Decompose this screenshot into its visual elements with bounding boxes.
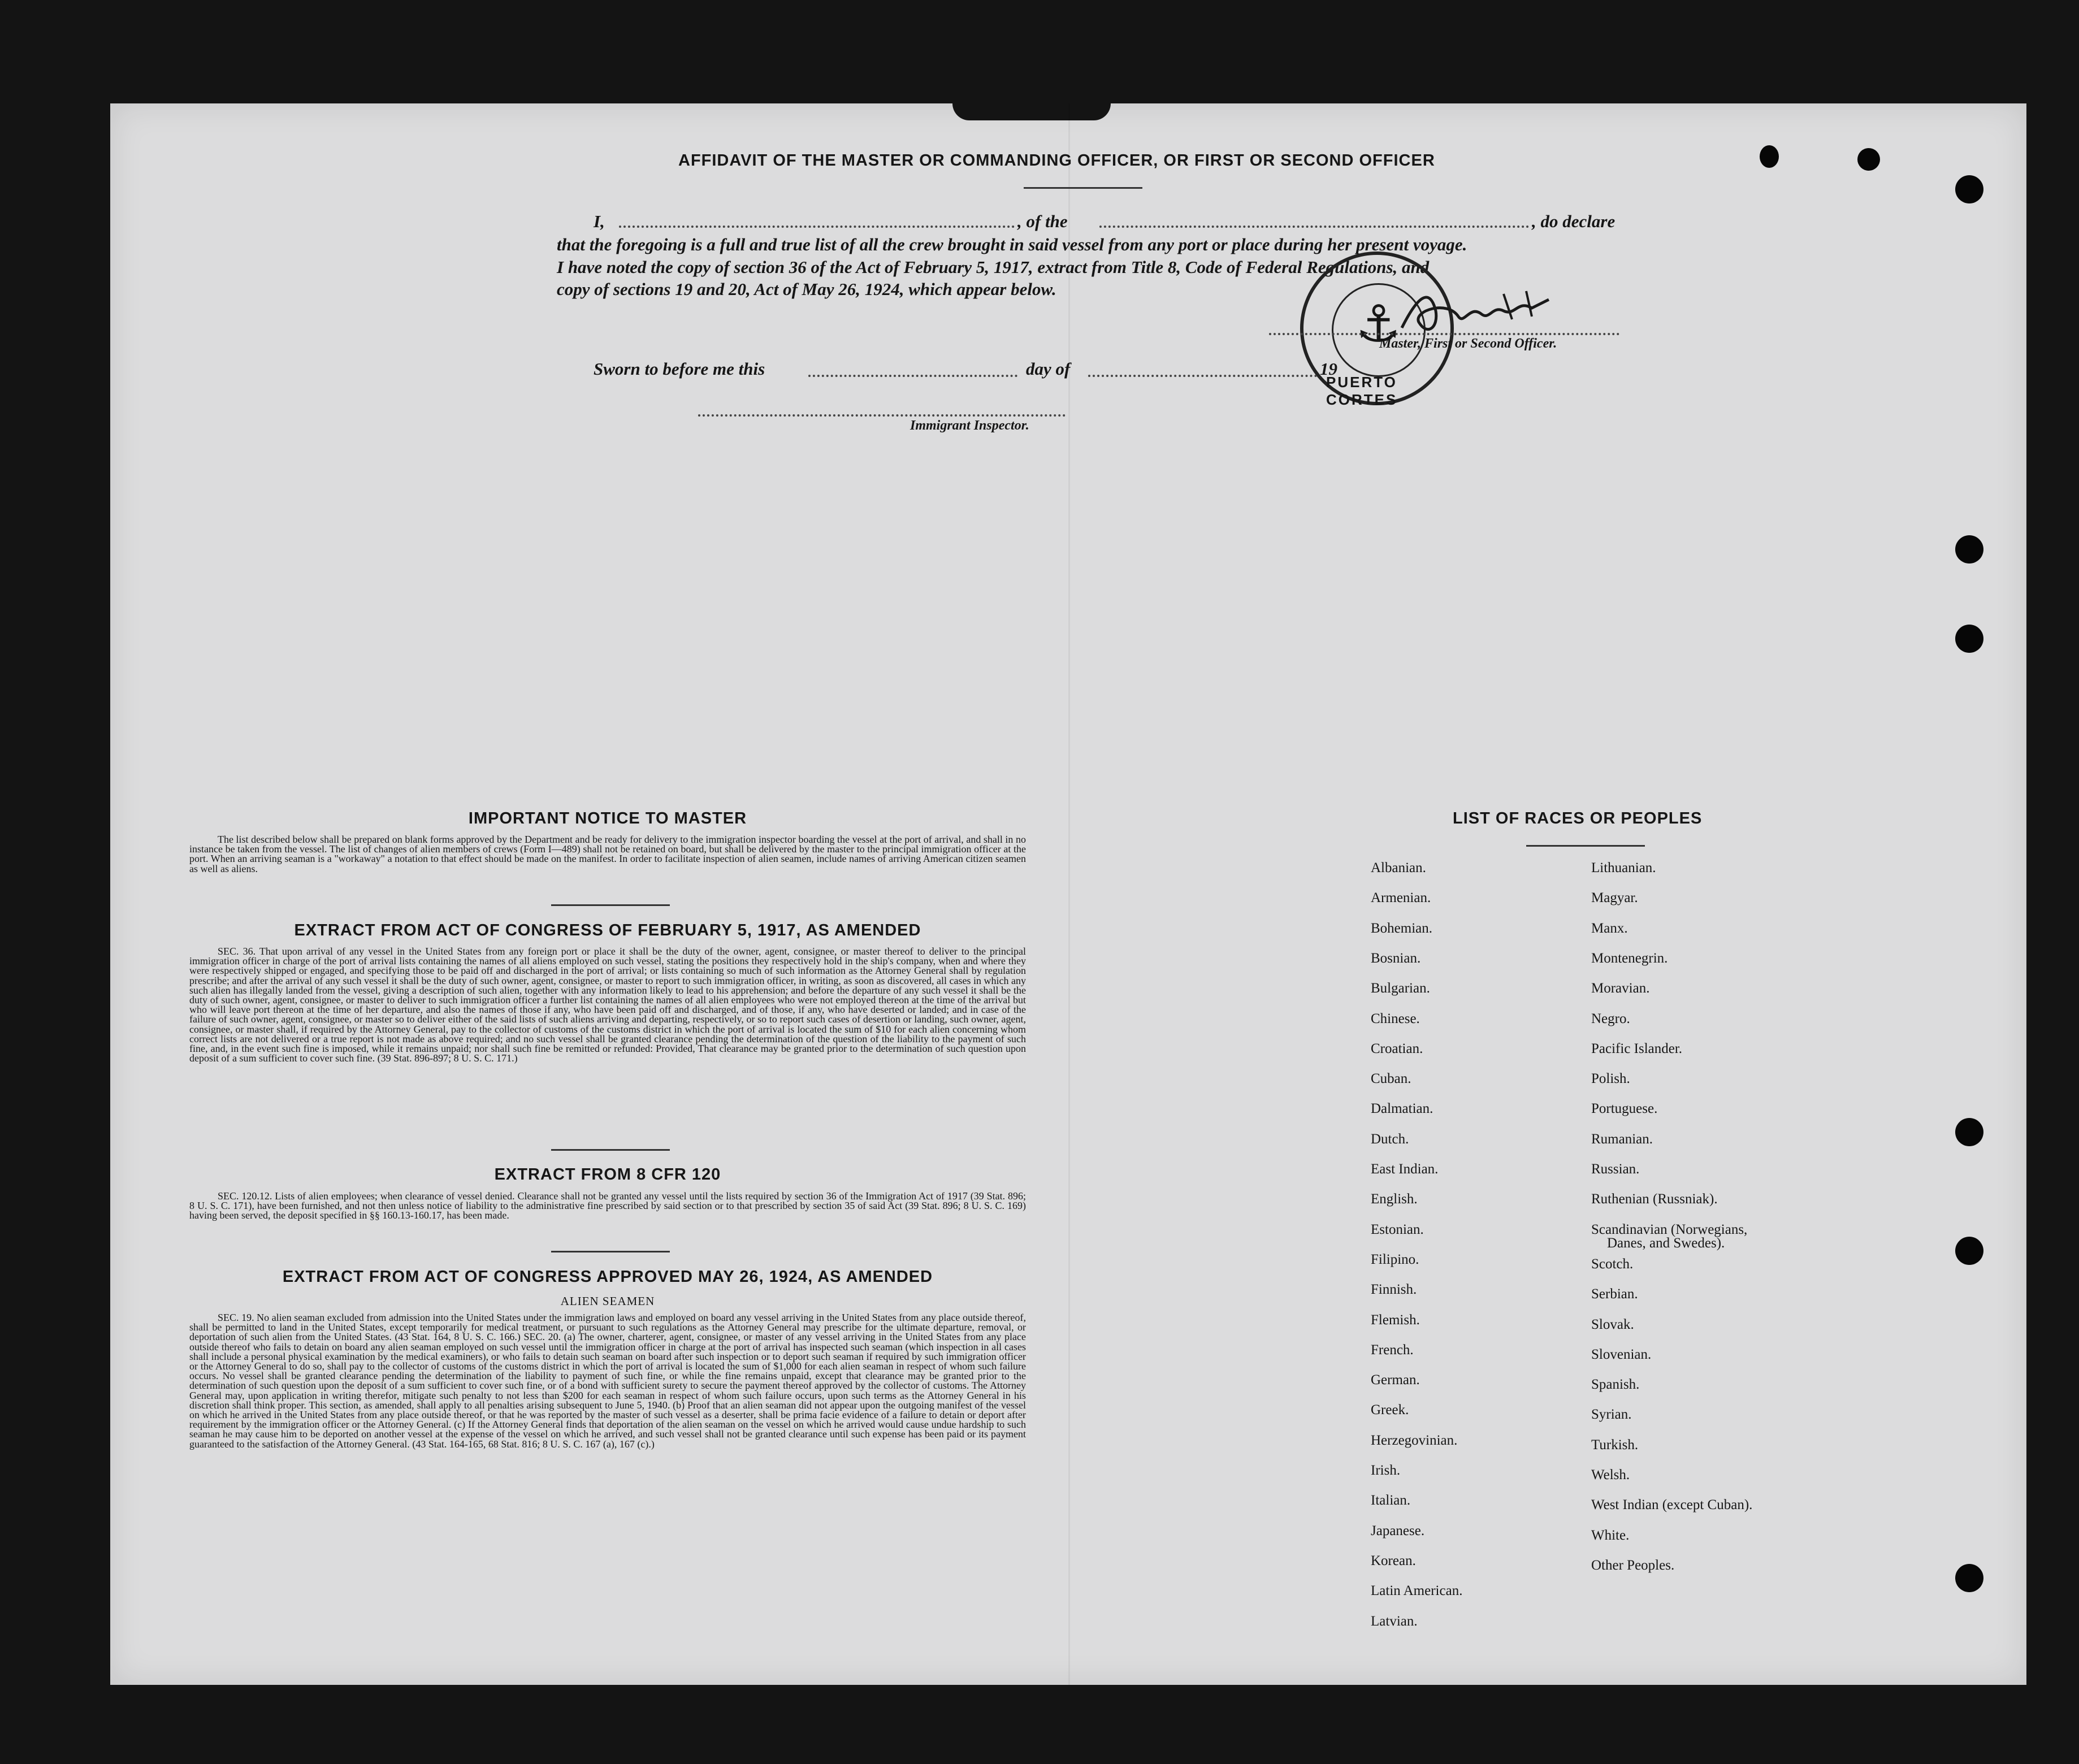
punch-hole bbox=[1760, 145, 1779, 168]
master-name-field[interactable] bbox=[619, 226, 1015, 228]
affidavit-line-3: I have noted the copy of section 36 of the Act of February 5, 1917, extract from Title 8, Code of Federal Regulations, and bbox=[557, 257, 1430, 277]
sworn-before-label: Sworn to before me this bbox=[594, 359, 765, 379]
affidavit-of-the: , of the bbox=[1017, 211, 1068, 231]
race-item: Chinese. bbox=[1371, 1011, 1420, 1026]
race-item: Syrian. bbox=[1591, 1407, 1632, 1422]
race-item: Latin American. bbox=[1371, 1583, 1463, 1598]
race-item: Slovak. bbox=[1591, 1317, 1634, 1332]
fold-line bbox=[1068, 103, 1070, 1685]
year-prefix: 19 bbox=[1320, 359, 1337, 379]
race-item: Irish. bbox=[1371, 1463, 1401, 1478]
race-item: Pacific Islander. bbox=[1591, 1041, 1683, 1056]
section-divider bbox=[551, 904, 670, 906]
race-item: English. bbox=[1371, 1191, 1418, 1207]
day-of-label: day of bbox=[1026, 359, 1071, 379]
affidavit-do-declare: , do declare bbox=[1532, 211, 1615, 231]
race-item: Negro. bbox=[1591, 1011, 1630, 1026]
vessel-name-field[interactable] bbox=[1099, 226, 1529, 228]
signature bbox=[1396, 283, 1554, 345]
race-item: Cuban. bbox=[1371, 1071, 1411, 1086]
punch-hole bbox=[1955, 175, 1983, 203]
extract-1924-title: EXTRACT FROM ACT OF CONGRESS APPROVED MAY 26, 1924, AS AMENDED bbox=[282, 1268, 933, 1286]
races-title: LIST OF RACES OR PEOPLES bbox=[1453, 809, 1703, 827]
race-item: Filipino. bbox=[1371, 1252, 1419, 1267]
race-item: Danes, and Swedes). bbox=[1607, 1236, 1725, 1251]
master-signature-label: Master, First or Second Officer. bbox=[1379, 336, 1557, 351]
race-item: Herzegovinian. bbox=[1371, 1433, 1458, 1448]
extract-1917-body: SEC. 36. That upon arrival of any vessel in the United States from any foreign port or place it shall be the duty of the owner, agent, consignee, or master thereof to deliver to the principal immigration officer in charge of the port of arrival lists containing the names of all aliens employed on such vessel, stating the positions they respectively hold in the ship's company, when and where they were respectively shipped or engaged, and specifying those to be paid off and discharged in the port of arrival; or lists containing so much of such information as the Attorney General shall by regulation prescribe; and after the arrival of any such vessel it shall be the duty of such owner, agent, consignee, or master to report to such immigration officer, in writing, as soon as discovered, all cases in which any such alien has illegally landed from the vessel, giving a description of such alien, together with any information likely to lead to his apprehension; and before the departure of any such vessel it shall be the duty of such owner, agent, consignee, or master to deliver to such immigration officer a further list containing the names of all alien employees who were not employed thereon at the time of the arrival but who will leave port thereon at the time of her departure, and also the names of those if any, who have been paid off and discharged, and of those, if any, who have deserted or landed; and in case of the failure of such owner, agent, consignee, or master so to deliver either of the said lists of such aliens arriving and departing, respectively, or so to report such cases of desertion or landing, such owner, agent, consignee, or master shall, if required by the Attorney General, pay to the collector of customs of the customs district in which the port of arrival is located the sum of $10 for each alien concerning whom correct lists are not delivered or a true report is not made as above required; and no such vessel shall be granted clearance pending the determination of the question of the liability to the payment of such fine, and, in the event such fine is imposed, while it remains unpaid; nor shall such fine be remitted or refunded: Provided, That clearance may be granted prior to the determination of such question upon deposit of a sum sufficient to cover such fine. (39 Stat. 896-897; 8 U. S. C. 171.) bbox=[189, 946, 1026, 1064]
race-item: Portuguese. bbox=[1591, 1101, 1658, 1116]
race-item: Albanian. bbox=[1371, 860, 1426, 876]
extract-1917-title: EXTRACT FROM ACT OF CONGRESS OF FEBRUARY 5, 1917, AS AMENDED bbox=[294, 921, 921, 939]
race-item: West Indian (except Cuban). bbox=[1591, 1497, 1753, 1512]
race-item: Croatian. bbox=[1371, 1041, 1423, 1056]
inspector-signature-line[interactable] bbox=[698, 414, 1066, 417]
race-item: Russian. bbox=[1591, 1161, 1640, 1177]
punch-hole bbox=[1955, 1118, 1983, 1146]
race-item: German. bbox=[1371, 1372, 1420, 1388]
race-item: Serbian. bbox=[1591, 1286, 1638, 1302]
race-item: Bosnian. bbox=[1371, 951, 1421, 966]
extract-1924-subtitle: ALIEN SEAMEN bbox=[560, 1294, 655, 1308]
sworn-month-field[interactable] bbox=[1088, 375, 1317, 377]
race-item: Japanese. bbox=[1371, 1523, 1425, 1538]
affidavit-line-4: copy of sections 19 and 20, Act of May 26, 1924, which appear below. bbox=[557, 279, 1056, 299]
race-item: Slovenian. bbox=[1591, 1347, 1652, 1362]
sworn-day-field[interactable] bbox=[808, 375, 1017, 377]
notice-body: The list described below shall be prepared on blank forms approved by the Department and be ready for delivery to the immigration inspector boarding the vessel at the port of arrival, and shall in no instance be taken from the vessel. The list of changes of alien members of crews (Form I—489) shall not be retained on board, but shall be delivered by the master to the principal immigration officer at the port. When an arriving seaman is a "workaway" a notation to that effect should be made on the manifest. In order to facilitate inspection of alien seamen, include names of arriving American citizen seamen as well as aliens. bbox=[189, 834, 1026, 874]
race-item: East Indian. bbox=[1371, 1161, 1439, 1177]
race-item: Rumanian. bbox=[1591, 1132, 1653, 1147]
race-item: Flemish. bbox=[1371, 1312, 1420, 1328]
race-item: Turkish. bbox=[1591, 1437, 1639, 1453]
race-item: Magyar. bbox=[1591, 890, 1638, 905]
race-item: Polish. bbox=[1591, 1071, 1630, 1086]
race-item: Spanish. bbox=[1591, 1377, 1640, 1392]
extract-cfr-title: EXTRACT FROM 8 CFR 120 bbox=[494, 1165, 721, 1184]
race-item: Dutch. bbox=[1371, 1132, 1409, 1147]
race-item: Finnish. bbox=[1371, 1282, 1417, 1297]
section-divider bbox=[551, 1251, 670, 1252]
race-item: Moravian. bbox=[1591, 981, 1650, 996]
stamp-text: PUERTO CORTES bbox=[1326, 374, 1398, 408]
master-signature-line[interactable] bbox=[1269, 333, 1619, 335]
punch-hole bbox=[1955, 625, 1983, 653]
race-item: Ruthenian (Russniak). bbox=[1591, 1191, 1718, 1207]
punch-hole bbox=[1857, 148, 1880, 171]
extract-cfr-body: SEC. 120.12. Lists of alien employees; when clearance of vessel denied. Clearance shall not be granted any vessel until the lists required by section 36 of the Immigration Act of 1917 (39 Stat. 896; 8 U. S. C. 171), have been furnished, and not then unless notice of liability to the administrative fine prescribed by said section or to that prescribed by section 35 of said Act (39 Stat. 896; 8 U. S. C. 169) having been served, the deposit specified in §§ 160.13-160.17, has been made. bbox=[189, 1190, 1026, 1221]
race-item: Other Peoples. bbox=[1591, 1558, 1675, 1573]
punch-hole bbox=[1955, 1564, 1983, 1592]
punch-hole bbox=[1955, 1237, 1983, 1265]
anchor-icon: ⚓ bbox=[1355, 296, 1401, 353]
race-item: Estonian. bbox=[1371, 1222, 1424, 1237]
sheet-notch bbox=[952, 103, 1111, 120]
section-divider bbox=[551, 1149, 670, 1151]
extract-1924-body: SEC. 19. No alien seaman excluded from admission into the United States under the immigration laws and employed on board any vessel arriving in the United States from any place outside thereof, shall be permitted to land in the United States, except temporarily for medical treatment, or pursuant to such regulations as the Attorney General may prescribe for the ultimate departure, removal, or deportation of such alien from the United States. (43 Stat. 164, 8 U. S. C. 166.) SEC. 20. (a) The owner, charterer, agent, consignee, or master of any vessel arriving in the United States from any place outside thereof who fails to detain on board any alien seaman employed on such vessel until the immigration officer in charge at the port of arrival has inspected such seaman (which inspection in all cases shall include a personal physical examination by the medical examiners), or who fails to detain such seaman on board after such inspection or to deport such seaman if required by such immigration officer or the Attorney General to do so, shall pay to the collector of customs of the customs district in which the port of arrival is located the sum of $1,000 for each alien seaman in respect of whom such failure occurs. No vessel shall be granted clearance pending the determination of the liability to payment of such fine, or while the fine remains unpaid, except that clearance may be granted prior to the determination of such question upon the deposit of a sum sufficient to cover such fine, or of a bond with sufficient surety to secure the payment thereof approved by the collector of customs. The Attorney General may, upon application in writing therefor, mitigate such penalty to not less than $200 for each seaman in respect of whom such failure occurs, upon such terms as the Attorney General in his discretion shall think proper. This section, as amended, shall apply to all penalties arising subsequent to June 5, 1940. (b) Proof that an alien seaman did not appear upon the outgoing manifest of the vessel on which he arrived in the United States from any place outside thereof, or that he was reported by the master of such vessel as a deserter, shall be prima facie evidence of a failure to detain or deport after requirement by the immigration officer or the Attorney General. (c) If the Attorney General finds that deportation of the alien seaman on the vessel on which he arrived would cause undue hardship to such seaman he may cause him to be deported on another vessel at the expense of the vessel on which he arrived, and such vessel shall not be granted clearance until such expense has been paid or its payment guaranteed to the satisfaction of the Attorney General. (43 Stat. 164-165, 68 Stat. 816; 8 U. S. C. 167 (a), 167 (c).) bbox=[189, 1312, 1026, 1450]
race-item: White. bbox=[1591, 1528, 1630, 1543]
punch-hole bbox=[1955, 535, 1983, 564]
race-item: Armenian. bbox=[1371, 890, 1431, 905]
races-divider bbox=[1526, 845, 1645, 847]
affidavit-title: AFFIDAVIT OF THE MASTER OR COMMANDING OFFICER, OR FIRST OR SECOND OFFICER bbox=[678, 151, 1435, 170]
race-item: Scotch. bbox=[1591, 1256, 1634, 1272]
race-item: Korean. bbox=[1371, 1553, 1416, 1568]
race-item: Latvian. bbox=[1371, 1614, 1418, 1629]
race-item: Scandinavian (Norwegians, bbox=[1591, 1222, 1748, 1237]
title-divider bbox=[1024, 187, 1142, 189]
race-item: Dalmatian. bbox=[1371, 1101, 1433, 1116]
race-item: Lithuanian. bbox=[1591, 860, 1656, 876]
race-item: Bulgarian. bbox=[1371, 981, 1430, 996]
inspector-label: Immigrant Inspector. bbox=[910, 418, 1029, 433]
race-item: Greek. bbox=[1371, 1402, 1409, 1418]
race-item: French. bbox=[1371, 1342, 1414, 1358]
race-item: Welsh. bbox=[1591, 1467, 1630, 1483]
notice-title: IMPORTANT NOTICE TO MASTER bbox=[468, 809, 747, 827]
affidavit-i-label: I, bbox=[594, 211, 605, 231]
race-item: Bohemian. bbox=[1371, 921, 1433, 936]
race-item: Italian. bbox=[1371, 1493, 1411, 1508]
race-item: Montenegrin. bbox=[1591, 951, 1668, 966]
affidavit-line-2: that the foregoing is a full and true list of all the crew brought in said vessel from any port or place during her present voyage. bbox=[557, 235, 1467, 254]
race-item: Manx. bbox=[1591, 921, 1628, 936]
